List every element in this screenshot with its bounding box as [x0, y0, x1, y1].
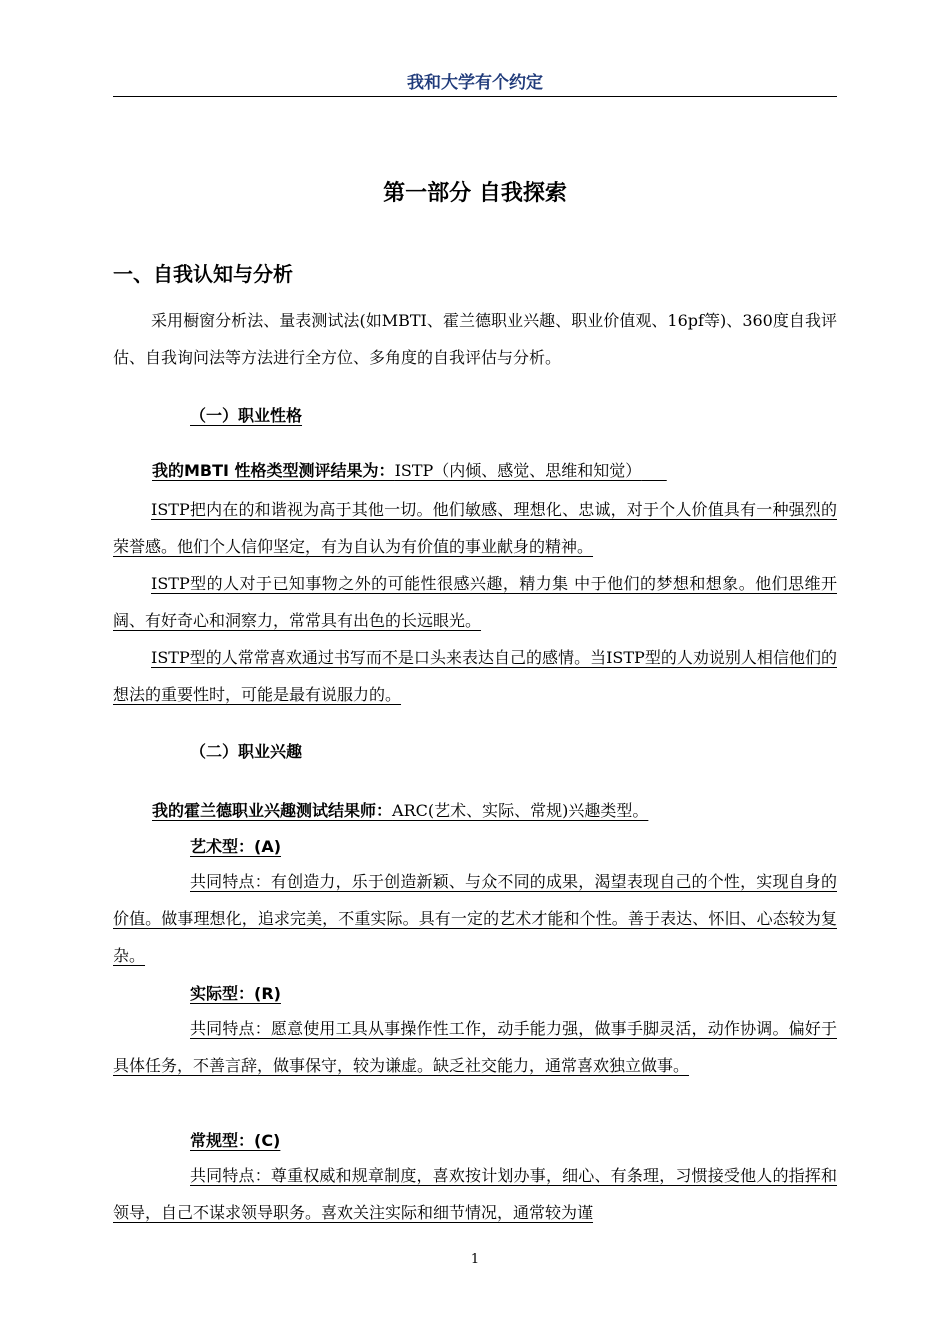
interest-type-text: 共同特点：愿意使用工具从事操作性工作，动手能力强，做事手脚灵活，动作协调。偏好于具体任务，不善言辞，做事保守，较为谦虚。缺乏社交能力，通常喜欢独立做事。: [113, 1019, 837, 1075]
part-title: 第一部分 自我探索: [383, 181, 567, 206]
interest-type-label: 艺术型：(A): [190, 837, 282, 856]
interest-heading: （二）职业兴趣: [190, 742, 303, 761]
holland-result-label: 我的霍兰德职业兴趣测试结果师：: [152, 801, 393, 820]
interest-type-text: 共同特点：有创造力，乐于创造新颖、与众不同的成果，渴望表现自己的个性，实现自身的价值。做事理想化，追求完美，不重实际。具有一定的艺术才能和个性。善于表达、怀旧、心态较为复杂。: [113, 872, 837, 965]
mbti-result-label: 我的MBTI 性格类型测评结果为：: [152, 461, 395, 480]
section-heading: 一、自我认知与分析: [113, 262, 293, 286]
holland-result-value: ARC(艺术、实际、常规)兴趣类型。: [392, 801, 649, 820]
interest-type-label: 实际型：(R): [190, 984, 281, 1003]
page-header-title: 我和大学有个约定: [407, 73, 543, 93]
page-number: 1: [470, 1252, 480, 1267]
mbti-result-line: [152, 458, 667, 481]
intro-paragraph: 采用橱窗分析法、量表测试法(如MBTI、霍兰德职业兴趣、职业价值观、16pf等)、360度自我评估、自我询问法等方法进行全方位、多角度的自我评估与分析。: [113, 311, 837, 367]
header-rule: [113, 96, 837, 97]
interest-type-label: 常规型：(C): [190, 1131, 281, 1150]
holland-result-line: [152, 798, 648, 821]
personality-paragraph: ISTP把内在的和谐视为高于其他一切。他们敏感、理想化、忠诚，对于个人价值具有一种强烈的荣誉感。他们个人信仰坚定，有为自认为有价值的事业献身的精神。: [113, 500, 837, 556]
personality-paragraph: ISTP型的人常常喜欢通过书写而不是口头来表达自己的感情。当ISTP型的人劝说别人相信他们的想法的重要性时，可能是最有说服力的。: [113, 648, 837, 704]
mbti-result-value: ISTP（内倾、感觉、思维和知觉）: [394, 461, 642, 480]
personality-heading: （一）职业性格: [190, 406, 303, 425]
personality-paragraph: ISTP型的人对于已知事物之外的可能性很感兴趣，精力集 中于他们的梦想和想象。他们思维开阔、有好奇心和洞察力，常常具有出色的长远眼光。: [113, 574, 837, 630]
interest-type-text: 共同特点：尊重权威和规章制度，喜欢按计划办事，细心、有条理，习惯接受他人的指挥和领导，自己不谋求领导职务。喜欢关注实际和细节情况，通常较为谨: [113, 1166, 837, 1222]
